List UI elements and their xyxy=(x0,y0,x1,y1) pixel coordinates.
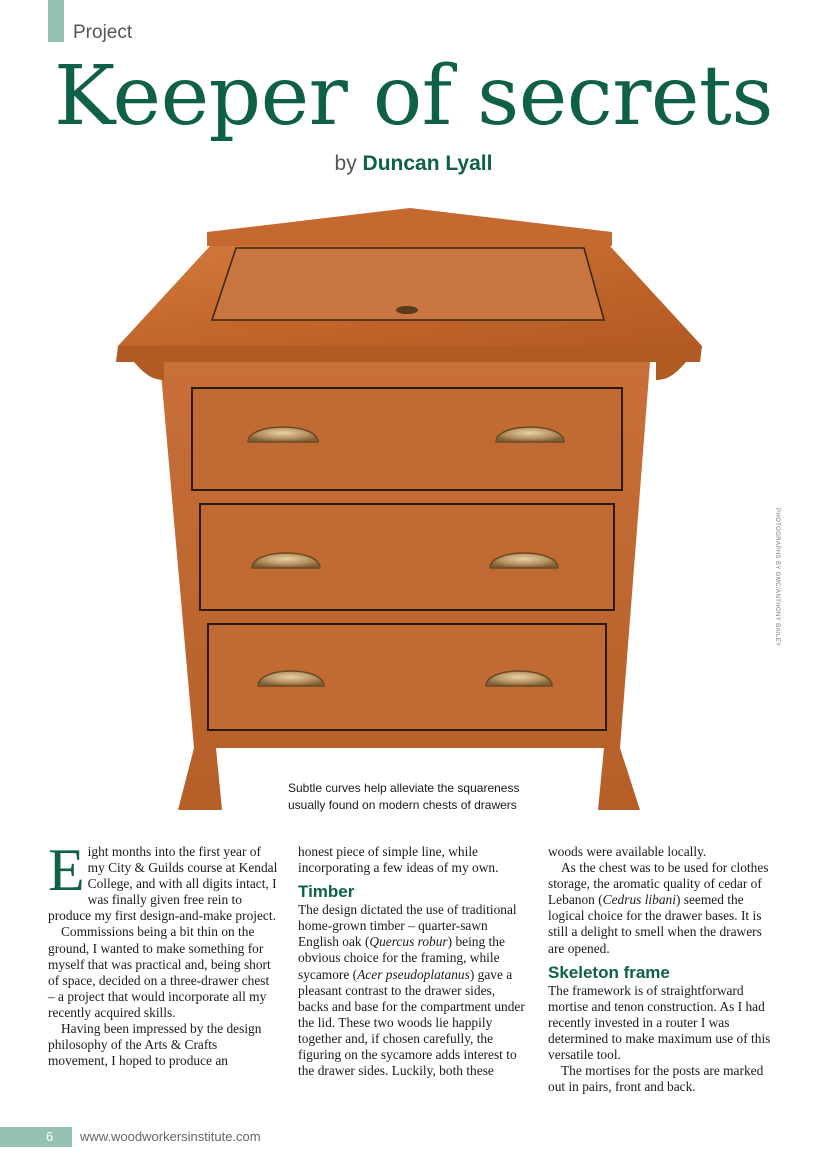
photo-credit: PHOTOGRAPHS BY GMC/ANTHONY BAILEY xyxy=(774,508,780,647)
article-column-2 xyxy=(298,844,528,1079)
article-title: Keeper of secrets xyxy=(54,49,773,144)
article-column-3 xyxy=(548,844,778,1095)
paragraph: woods were available locally. xyxy=(548,844,707,859)
paragraph: honest piece of simple line, while incorporating a few ideas of my own. xyxy=(298,844,499,876)
back-rail xyxy=(207,208,612,246)
paragraph: As the chest was to be used for clothes storage, the aromatic quality of cedar of Lebanon (Cedrus libani) seemed the logical choice for the drawer bases. It is still a delight to smell when the drawers are opened. xyxy=(548,860,769,956)
drop-cap: E xyxy=(48,837,85,903)
article-column-1 xyxy=(48,837,278,1069)
byline-prefix: by xyxy=(334,152,357,175)
left-bracket xyxy=(134,362,164,380)
paragraph: ight months into the first year of my City & Guilds course at Kendal College, and with all digits intact, I was finally given free rein to produce my first design-and-make project. xyxy=(48,844,278,924)
page-number: 6 xyxy=(46,1129,54,1144)
chest-of-drawers-photo xyxy=(110,200,710,820)
right-bracket xyxy=(656,362,686,380)
paragraph: Commissions being a bit thin on the ground, I wanted to make something for myself that was practical and, being short of space, decided on a three-drawer chest – a project that would incorporate all my recently acquired skills. xyxy=(48,924,271,1020)
author-name: Duncan Lyall xyxy=(362,152,493,175)
lid-lock-icon xyxy=(396,306,418,314)
footer-page-box xyxy=(0,1127,72,1147)
subheading-timber: Timber xyxy=(298,882,355,902)
paragraph: Having been impressed by the design philosophy of the Arts & Crafts movement, I hoped to produce an xyxy=(48,1021,262,1069)
section-marker-bar xyxy=(48,0,64,42)
section-label: Project xyxy=(73,22,133,43)
paragraph: The design dictated the use of traditional home-grown timber – quarter-sawn English oak (Quercus robur) being the obvious choice for the framing, while sycamore (Acer pseudoplatanus) gave a pleasant contrast to the drawer sides, backs and base for the compartment under the lid. These two woods lie happily together and, if chosen carefully, the figuring on the sycamore adds interest to the drawer sides. Luckily, both these xyxy=(298,902,525,1079)
paragraph: The mortises for the posts are marked out in pairs, front and back. xyxy=(548,1063,764,1095)
lid-edge xyxy=(116,346,702,362)
paragraph: The framework is of straightforward mortise and tenon construction. As I had recently invested in a router I was determined to make maximum use of this versatile tool. xyxy=(548,982,771,1063)
subheading-skeleton-frame: Skeleton frame xyxy=(548,962,670,982)
footer-website-link[interactable]: www.woodworkersinstitute.com xyxy=(80,1129,261,1144)
byline xyxy=(0,152,827,176)
photo-caption: Subtle curves help alleviate the squareness usually found on modern chests of drawers xyxy=(288,781,520,812)
